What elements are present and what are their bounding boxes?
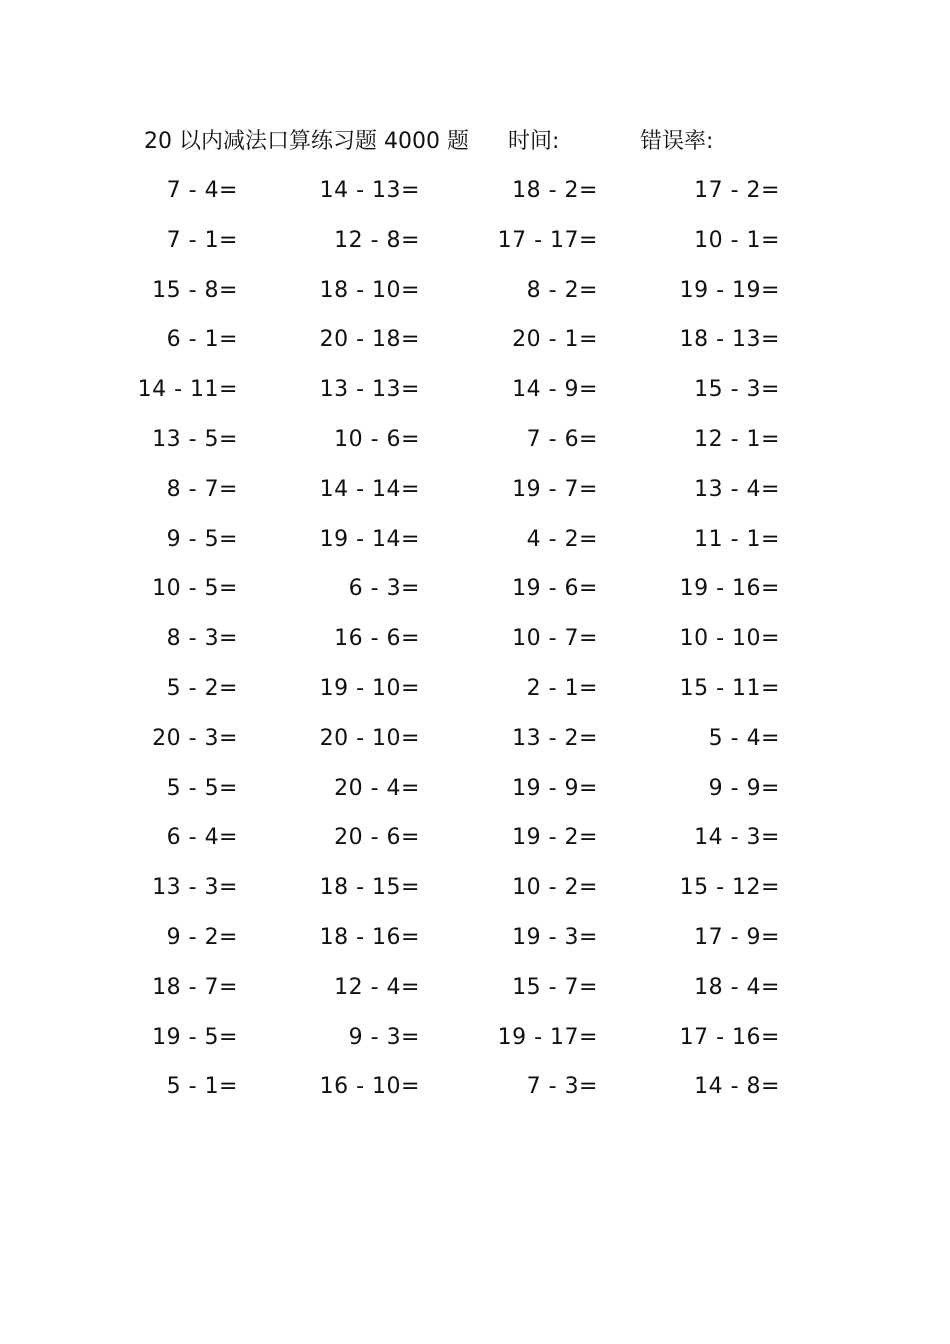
worksheet-title: 20 以内减法口算练习题 4000 题	[144, 129, 469, 154]
subtraction-problem: 13 - 4=	[694, 476, 780, 502]
subtraction-problem: 7 - 3=	[526, 1074, 598, 1100]
subtraction-problem: 14 - 14=	[319, 476, 420, 502]
subtraction-problem: 14 - 9=	[512, 377, 598, 403]
subtraction-problem: 14 - 8=	[694, 1074, 780, 1100]
subtraction-problem: 6 - 1=	[166, 327, 238, 353]
subtraction-problem: 7 - 1=	[166, 227, 238, 253]
subtraction-problem: 20 - 18=	[319, 327, 420, 353]
subtraction-problem: 9 - 9=	[708, 775, 780, 801]
subtraction-problem: 18 - 4=	[694, 974, 780, 1000]
subtraction-problem: 19 - 14=	[319, 526, 420, 552]
time-label: 时间:	[508, 129, 560, 154]
subtraction-problem: 15 - 12=	[679, 875, 780, 901]
subtraction-problem: 19 - 3=	[512, 925, 598, 950]
subtraction-problem: 15 - 11=	[679, 676, 780, 701]
subtraction-problem: 6 - 4=	[166, 825, 238, 851]
subtraction-problem: 12 - 8=	[334, 227, 420, 253]
subtraction-problem: 18 - 7=	[152, 974, 238, 1000]
subtraction-problem: 20 - 1=	[512, 327, 598, 353]
subtraction-problem: 10 - 2=	[512, 875, 598, 901]
subtraction-problem: 15 - 7=	[512, 974, 598, 1000]
subtraction-problem: 5 - 5=	[166, 775, 238, 801]
subtraction-problem: 19 - 2=	[512, 825, 598, 851]
subtraction-problem: 18 - 2=	[512, 178, 598, 203]
subtraction-problem: 14 - 11=	[137, 377, 238, 403]
subtraction-problem: 2 - 1=	[526, 676, 598, 701]
subtraction-problem: 19 - 7=	[512, 476, 598, 502]
subtraction-problem: 19 - 10=	[319, 676, 420, 701]
subtraction-problem: 8 - 3=	[166, 626, 238, 652]
subtraction-problem: 7 - 4=	[166, 178, 238, 203]
subtraction-problem: 19 - 9=	[512, 775, 598, 801]
subtraction-problem: 12 - 4=	[334, 974, 420, 1000]
subtraction-problem: 17 - 9=	[694, 925, 780, 950]
subtraction-problem: 12 - 1=	[694, 427, 780, 452]
subtraction-problem: 20 - 10=	[319, 725, 420, 751]
subtraction-problem: 18 - 10=	[319, 277, 420, 303]
subtraction-problem: 4 - 2=	[526, 526, 598, 552]
subtraction-problem: 5 - 1=	[166, 1074, 238, 1100]
subtraction-problem: 10 - 1=	[694, 227, 780, 253]
subtraction-problem: 18 - 13=	[679, 327, 780, 353]
subtraction-problem: 9 - 3=	[348, 1024, 420, 1050]
subtraction-problem: 14 - 13=	[319, 178, 420, 203]
subtraction-problem: 19 - 16=	[679, 576, 780, 602]
subtraction-problem: 16 - 6=	[334, 626, 420, 652]
subtraction-problem: 18 - 16=	[319, 925, 420, 950]
subtraction-problem: 7 - 6=	[526, 427, 598, 452]
subtraction-problem: 5 - 2=	[166, 676, 238, 701]
subtraction-problem: 10 - 5=	[152, 576, 238, 602]
subtraction-problem: 10 - 10=	[679, 626, 780, 652]
subtraction-problem: 13 - 5=	[152, 427, 238, 452]
subtraction-problem: 19 - 17=	[497, 1024, 598, 1050]
subtraction-problem: 9 - 2=	[166, 925, 238, 950]
subtraction-problem: 9 - 5=	[166, 526, 238, 552]
subtraction-problem: 14 - 3=	[694, 825, 780, 851]
subtraction-problem: 20 - 4=	[334, 775, 420, 801]
subtraction-problem: 17 - 2=	[694, 178, 780, 203]
subtraction-problem: 11 - 1=	[694, 526, 780, 552]
subtraction-problem: 18 - 15=	[319, 875, 420, 901]
subtraction-problem: 15 - 8=	[152, 277, 238, 303]
subtraction-problem: 20 - 6=	[334, 825, 420, 851]
subtraction-problem: 19 - 5=	[152, 1024, 238, 1050]
subtraction-problem: 10 - 7=	[512, 626, 598, 652]
subtraction-problem: 17 - 16=	[679, 1024, 780, 1050]
subtraction-problem: 13 - 13=	[319, 377, 420, 403]
subtraction-problem: 8 - 7=	[166, 476, 238, 502]
subtraction-problem: 10 - 6=	[334, 427, 420, 452]
subtraction-problem: 16 - 10=	[319, 1074, 420, 1100]
subtraction-problem: 15 - 3=	[694, 377, 780, 403]
subtraction-problem: 13 - 3=	[152, 875, 238, 901]
subtraction-problem: 5 - 4=	[708, 725, 780, 751]
subtraction-problem: 17 - 17=	[497, 227, 598, 253]
subtraction-problem: 6 - 3=	[348, 576, 420, 602]
subtraction-problem: 8 - 2=	[526, 277, 598, 303]
error-rate-label: 错误率:	[640, 129, 714, 154]
subtraction-problem: 20 - 3=	[152, 725, 238, 751]
subtraction-problem: 19 - 19=	[679, 277, 780, 303]
subtraction-problem: 13 - 2=	[512, 725, 598, 751]
subtraction-problem: 19 - 6=	[512, 576, 598, 602]
